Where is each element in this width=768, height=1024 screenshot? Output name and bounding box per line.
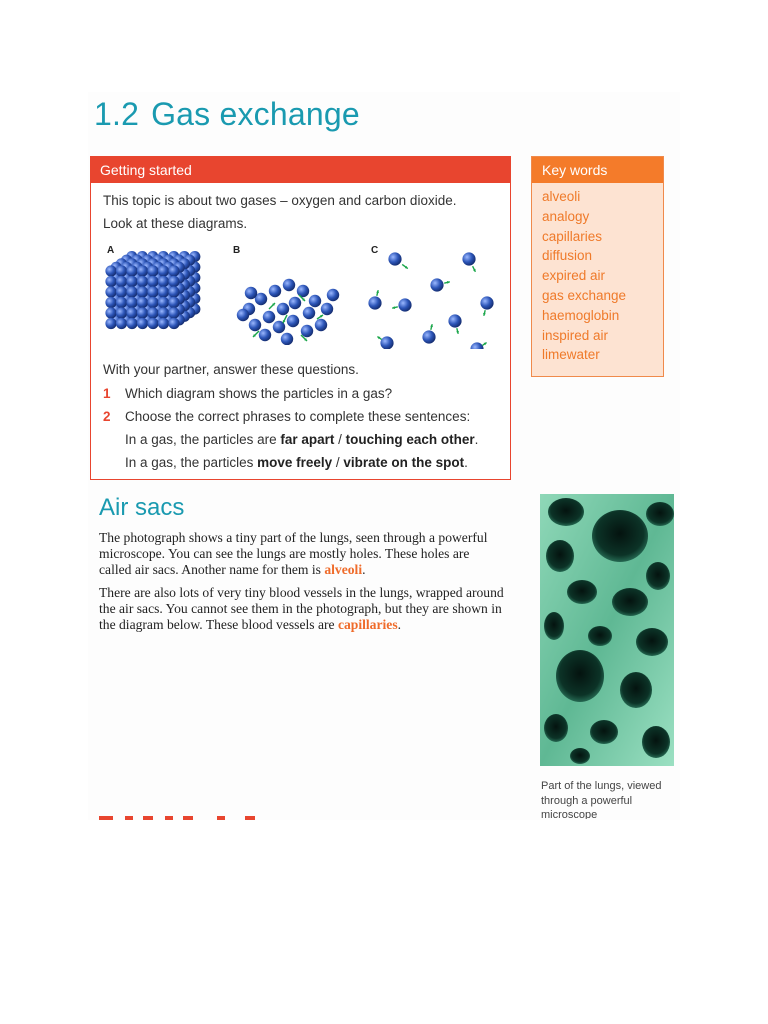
key-word: gas exchange (542, 287, 627, 303)
particle (380, 336, 393, 349)
particle (126, 276, 137, 287)
particle (249, 319, 261, 331)
particle (158, 265, 169, 276)
particle (269, 285, 281, 297)
particle (116, 265, 127, 276)
key-words-list (532, 183, 663, 365)
body-paragraph-1: The photograph shows a tiny part of the lungs, seen through a powerful microscope. You can see the lungs are mostly holes. These holes are called air sacs. Another name for them is alveoli. (99, 530, 488, 577)
particle (398, 298, 411, 311)
particle (277, 303, 289, 315)
particle (158, 297, 169, 308)
question-1: 1 Which diagram shows the particles in a gas? (103, 386, 393, 401)
key-word: diffusion (542, 248, 593, 264)
particle (137, 286, 148, 297)
particle (430, 278, 443, 291)
particle (168, 297, 179, 308)
particle (116, 276, 127, 287)
key-word: alveoli (542, 189, 581, 204)
particle (368, 296, 381, 309)
particle (287, 315, 299, 327)
particle (116, 297, 127, 308)
sentence-1: In a gas, the particles are far apart / touching each other. (125, 432, 479, 447)
particle (309, 295, 321, 307)
key-word: analogy (542, 208, 590, 224)
intro-text-1: This topic is about two gases – oxygen and carbon dioxide. (103, 193, 457, 208)
particle (448, 314, 461, 327)
particle (126, 286, 137, 297)
photo-caption: Part of the lungs, viewed through a powerful microscope (541, 780, 662, 819)
particle (158, 307, 169, 318)
key-word: haemoglobin (542, 307, 620, 323)
particle (158, 276, 169, 287)
particle (289, 297, 301, 309)
particle (158, 286, 169, 297)
key-word: limewater (542, 347, 600, 363)
cut-off-heading-fragment (99, 815, 289, 820)
solid-particles-diagram (103, 249, 211, 341)
key-words-box (531, 156, 664, 377)
particle (105, 318, 116, 329)
particle (137, 265, 148, 276)
particle (147, 297, 158, 308)
particle (105, 286, 116, 297)
particle (116, 307, 127, 318)
particle (245, 287, 257, 299)
particle (301, 325, 313, 337)
particle (259, 329, 271, 341)
particle (126, 265, 137, 276)
particle (315, 319, 327, 331)
partner-instruction: With your partner, answer these questions. (103, 362, 359, 377)
particle (147, 265, 158, 276)
key-word: expired air (542, 268, 606, 284)
intro-text-2: Look at these diagrams. (103, 216, 248, 231)
particle (105, 297, 116, 308)
diagram-label-a: A (107, 245, 115, 256)
particle (462, 252, 475, 265)
particle (263, 311, 275, 323)
particle (116, 286, 127, 297)
particle (116, 318, 127, 329)
particle (168, 265, 179, 276)
section-heading: Air sacs (99, 494, 185, 521)
getting-started-header: Getting started (91, 157, 510, 183)
particle (147, 318, 158, 329)
body-paragraph-2: There are also lots of very tiny blood vessels in the lungs, wrapped around the air sacs. You cannot see them in the photograph, but they are shown in the diagram below. These blood vessels are capillaries. (99, 585, 504, 632)
getting-started-box (90, 156, 511, 480)
particle (126, 297, 137, 308)
particle (303, 307, 315, 319)
liquid-particles-diagram (229, 265, 341, 345)
particle (237, 309, 249, 321)
particle (105, 265, 116, 276)
particle (147, 307, 158, 318)
particle (158, 318, 169, 329)
particle (168, 276, 179, 287)
particle (297, 285, 309, 297)
particle (422, 330, 435, 343)
key-words-header: Key words (532, 157, 663, 183)
particle (105, 307, 116, 318)
particle (480, 296, 493, 309)
particle (147, 276, 158, 287)
diagram-label-c: C (371, 245, 379, 256)
particle (147, 286, 158, 297)
particle (126, 307, 137, 318)
sentence-2: In a gas, the particles move freely / vibrate on the spot. (125, 455, 468, 470)
particle (168, 286, 179, 297)
particle (327, 289, 339, 301)
particle (281, 333, 293, 345)
particle (168, 307, 179, 318)
key-word: inspired air (542, 327, 609, 343)
gas-particles-diagram (361, 241, 501, 349)
question-2: 2 Choose the correct phrases to complete these sentences: (103, 409, 471, 424)
particle (137, 276, 148, 287)
particle (321, 303, 333, 315)
lung-microscope-photo (540, 494, 674, 766)
particle (137, 318, 148, 329)
particle (470, 342, 483, 349)
key-word: capillaries (542, 228, 603, 244)
particle (388, 252, 401, 265)
particle (283, 279, 295, 291)
particle (105, 276, 116, 287)
page-title: 1.2 Gas exchange (94, 96, 360, 132)
particle (168, 318, 179, 329)
particle (137, 307, 148, 318)
particle (137, 297, 148, 308)
particle (126, 318, 137, 329)
diagram-label-b: B (233, 245, 241, 256)
